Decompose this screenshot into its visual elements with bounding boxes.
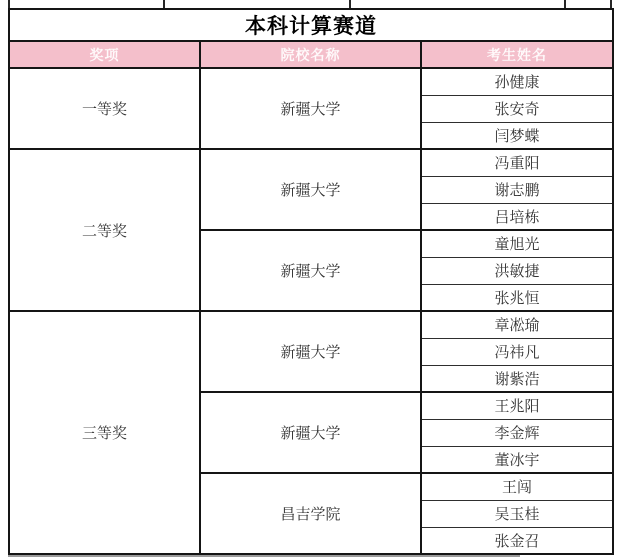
table-title: 本科计算赛道 (9, 9, 613, 41)
name-cell: 谢志鹏 (421, 176, 613, 203)
name-cell: 谢紫浩 (421, 365, 613, 392)
name-cell: 孙健康 (421, 68, 613, 95)
name-cell: 王兆阳 (421, 392, 613, 419)
name-cell: 章凇瑜 (421, 311, 613, 338)
school-cell: 新疆大学 (200, 230, 421, 311)
school-cell: 新疆大学 (200, 68, 421, 149)
name-cell: 洪敏捷 (421, 257, 613, 284)
name-cell: 董冰宇 (421, 446, 613, 473)
name-cell: 冯祎凡 (421, 338, 613, 365)
school-cell: 新疆大学 (200, 311, 421, 392)
name-cell: 张兆恒 (421, 284, 613, 311)
name-cell: 张安奇 (421, 95, 613, 122)
table-row (9, 68, 613, 95)
results-table (8, 8, 614, 555)
name-cell: 冯重阳 (421, 149, 613, 176)
title-row (9, 9, 613, 41)
column-header-school: 院校名称 (200, 41, 421, 68)
name-cell: 闫梦蝶 (421, 122, 613, 149)
next-table-edge (8, 555, 520, 557)
name-cell: 童旭光 (421, 230, 613, 257)
award-cell: 一等奖 (9, 68, 200, 149)
school-cell: 昌吉学院 (200, 473, 421, 554)
header-row (9, 41, 613, 68)
school-cell: 新疆大学 (200, 149, 421, 230)
name-cell: 李金辉 (421, 419, 613, 446)
school-cell: 新疆大学 (200, 392, 421, 473)
column-header-candidate: 考生姓名 (421, 41, 613, 68)
name-cell: 王闯 (421, 473, 613, 500)
award-cell: 二等奖 (9, 149, 200, 311)
name-cell: 张金召 (421, 527, 613, 554)
table-row (9, 311, 613, 338)
column-header-award: 奖项 (9, 41, 200, 68)
table-row (9, 149, 613, 176)
award-cell: 三等奖 (9, 311, 200, 554)
name-cell: 吕培栋 (421, 203, 613, 230)
name-cell: 吴玉桂 (421, 500, 613, 527)
